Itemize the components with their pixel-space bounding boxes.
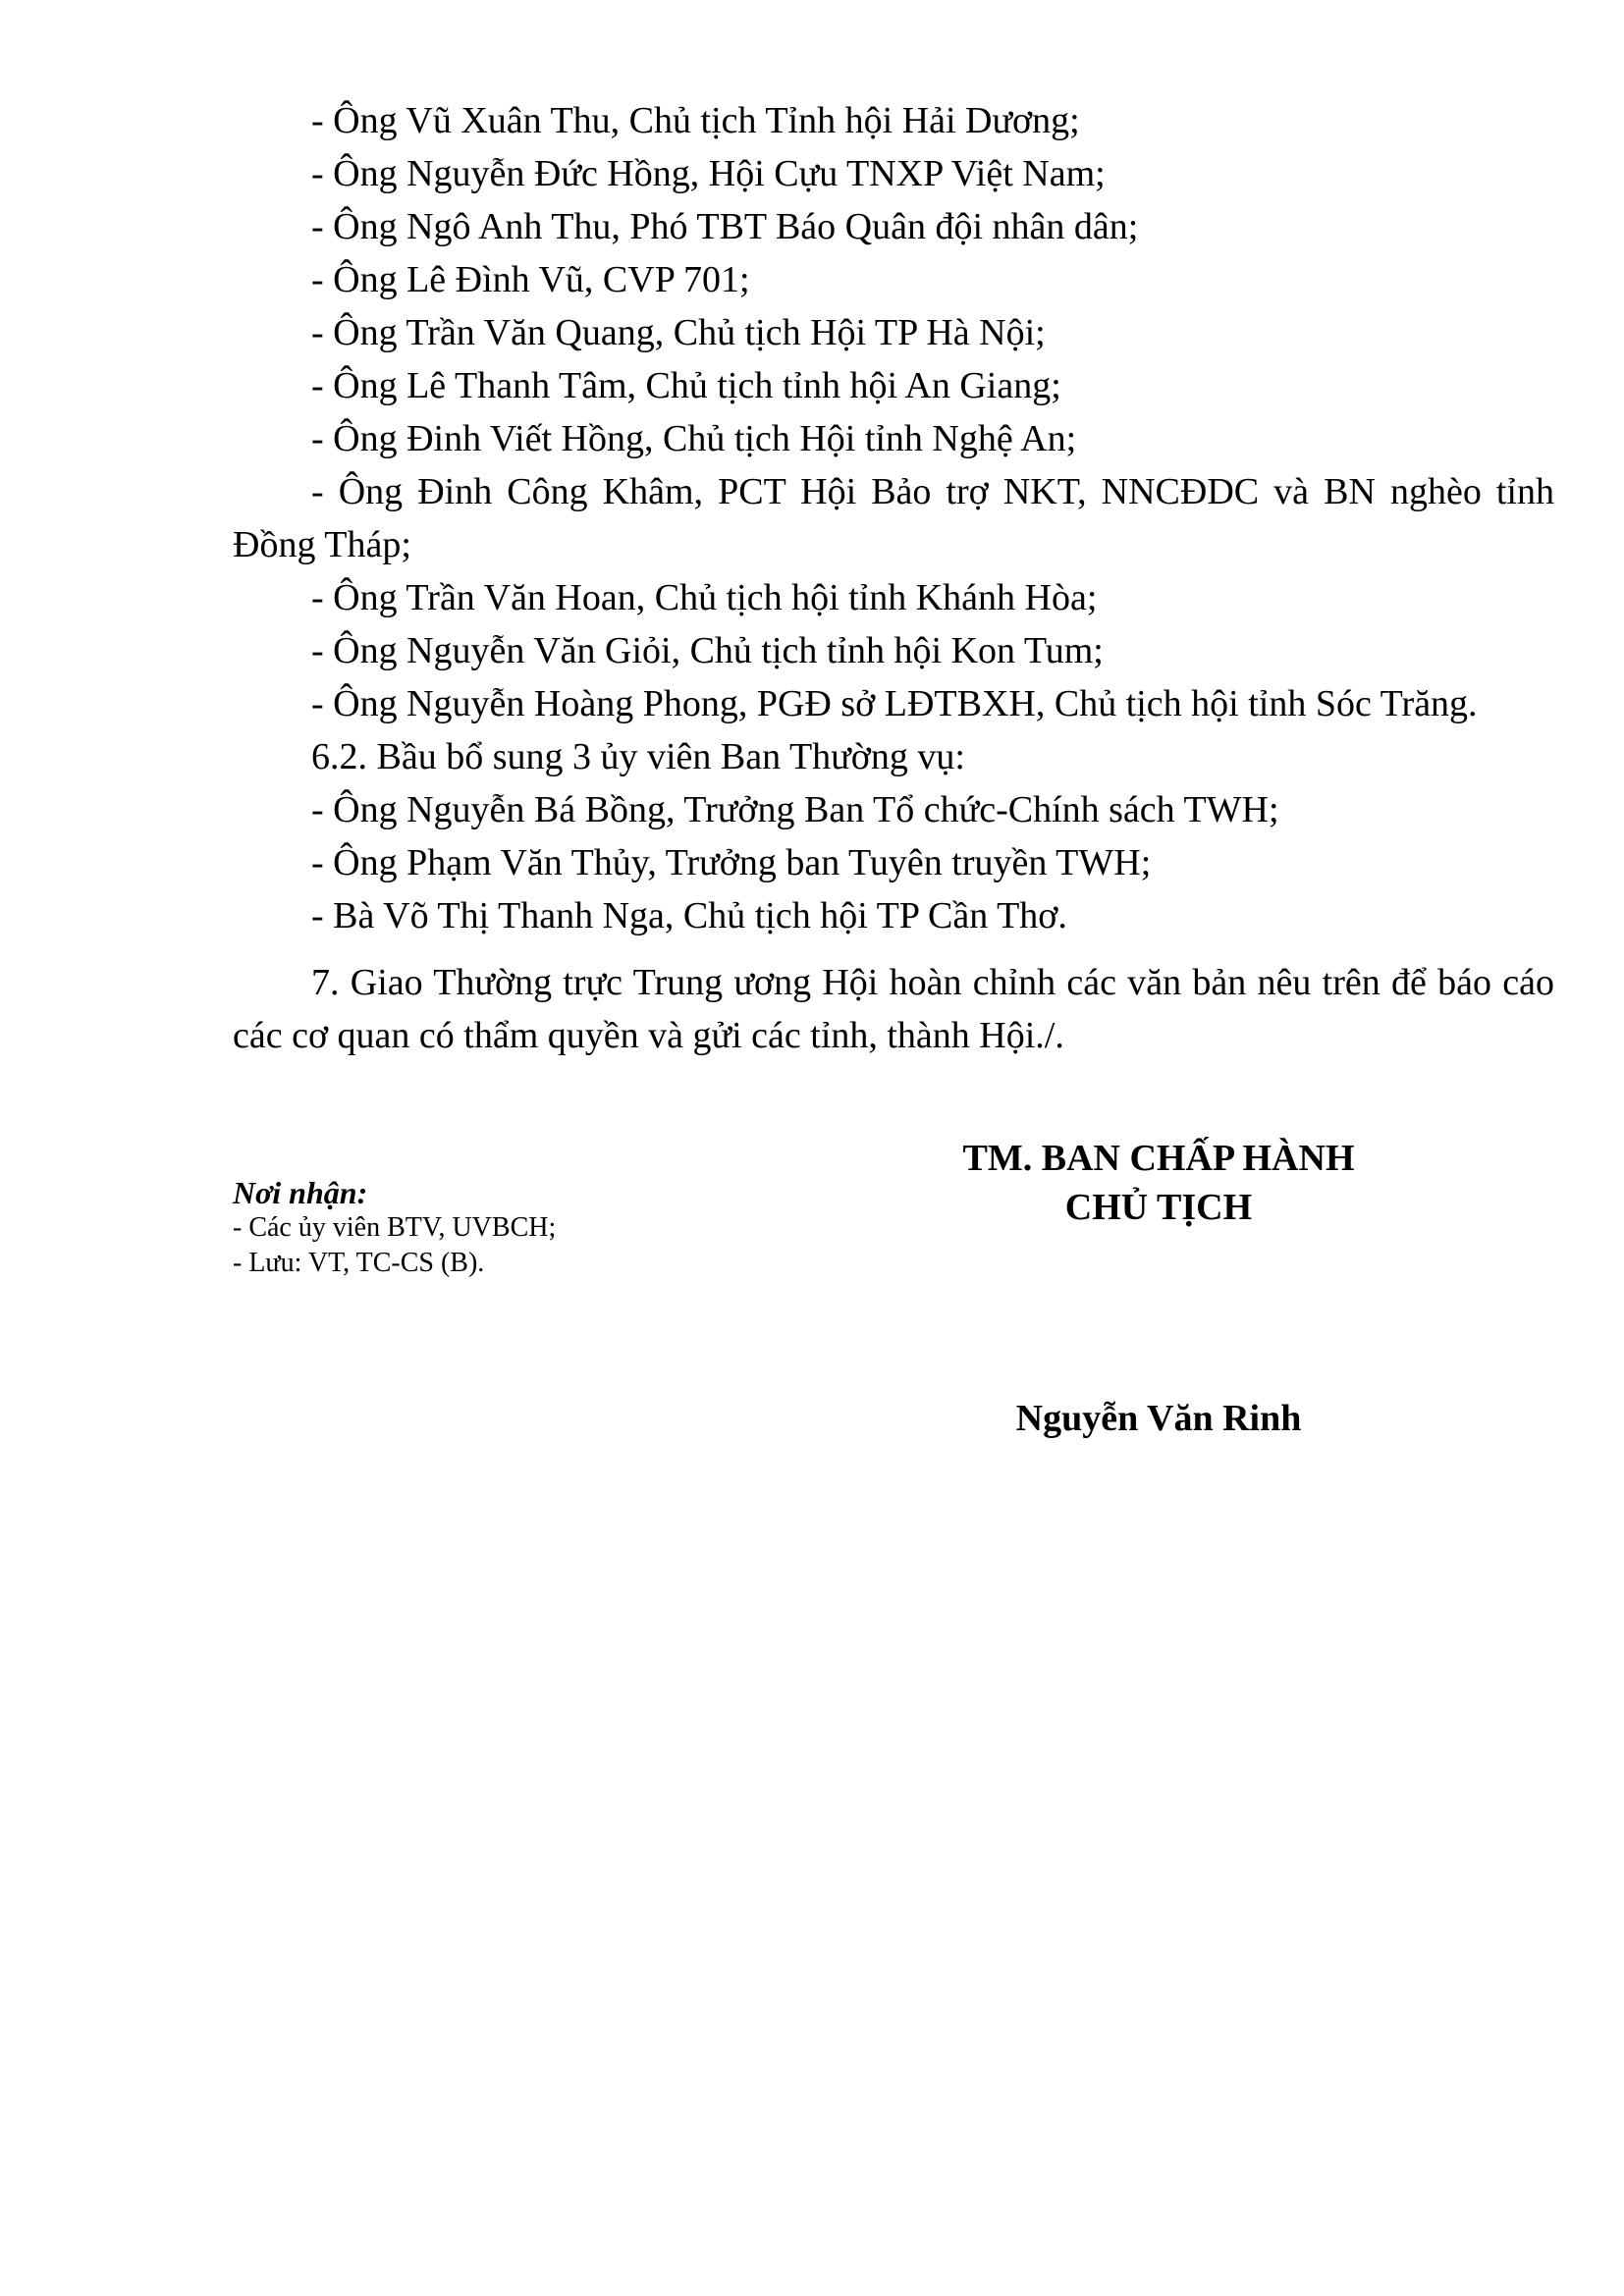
signature-block — [903, 1134, 1414, 1232]
list-item-wrapped: - Ông Đinh Công Khâm, PCT Hội Bảo trợ NKT, NNCĐDC và BN nghèo tỉnh Đồng Tháp; — [233, 471, 1554, 565]
list-item: - Ông Phạm Văn Thủy, Trưởng ban Tuyên truyền TWH; — [311, 842, 1152, 883]
list-item: - Ông Ngô Anh Thu, Phó TBT Báo Quân đội nhân dân; — [311, 206, 1139, 247]
list-item: - Ông Trần Văn Quang, Chủ tịch Hội TP Hà Nội; — [311, 312, 1046, 353]
list-item: - Ông Lê Thanh Tâm, Chủ tịch tỉnh hội An Giang; — [311, 365, 1061, 406]
recipient-item: - Lưu: VT, TC-CS (B). — [233, 1248, 485, 1278]
signer-name: Nguyễn Văn Rinh — [1015, 1398, 1302, 1439]
signature-title-line1: TM. BAN CHẤP HÀNH — [962, 1138, 1355, 1179]
section-heading-6-2: 6.2. Bầu bổ sung 3 ủy viên Ban Thường vụ: — [311, 736, 965, 777]
list-item: - Bà Võ Thị Thanh Nga, Chủ tịch hội TP Cần Thơ. — [311, 895, 1067, 936]
list-item: - Ông Vũ Xuân Thu, Chủ tịch Tỉnh hội Hải Dương; — [311, 100, 1080, 141]
recipients-title: Nơi nhận: — [233, 1175, 368, 1210]
document-body — [233, 94, 1554, 1062]
list-item: - Ông Nguyễn Đức Hồng, Hội Cựu TNXP Việt Nam; — [311, 153, 1106, 194]
list-item: - Ông Nguyễn Bá Bồng, Trưởng Ban Tổ chức-Chính sách TWH; — [311, 789, 1279, 830]
list-item: - Ông Đinh Viết Hồng, Chủ tịch Hội tỉnh Nghệ An; — [311, 418, 1077, 459]
section-7-paragraph: 7. Giao Thường trực Trung ương Hội hoàn chỉnh các văn bản nêu trên để báo cáo các cơ quan có thẩm quyền và gửi các tỉnh, thành Hội./. — [233, 962, 1554, 1056]
list-item: - Ông Nguyễn Văn Giỏi, Chủ tịch tỉnh hội Kon Tum; — [311, 630, 1104, 671]
signature-title-line2: CHỦ TỊCH — [1064, 1187, 1253, 1228]
list-item: - Ông Lê Đình Vũ, CVP 701; — [311, 259, 750, 300]
list-item: - Ông Trần Văn Hoan, Chủ tịch hội tỉnh Khánh Hòa; — [311, 577, 1098, 618]
recipient-item: - Các ủy viên BTV, UVBCH; — [233, 1212, 557, 1243]
recipients-block — [233, 1175, 783, 1281]
list-item: - Ông Nguyễn Hoàng Phong, PGĐ sở LĐTBXH, Chủ tịch hội tỉnh Sóc Trăng. — [311, 683, 1478, 724]
